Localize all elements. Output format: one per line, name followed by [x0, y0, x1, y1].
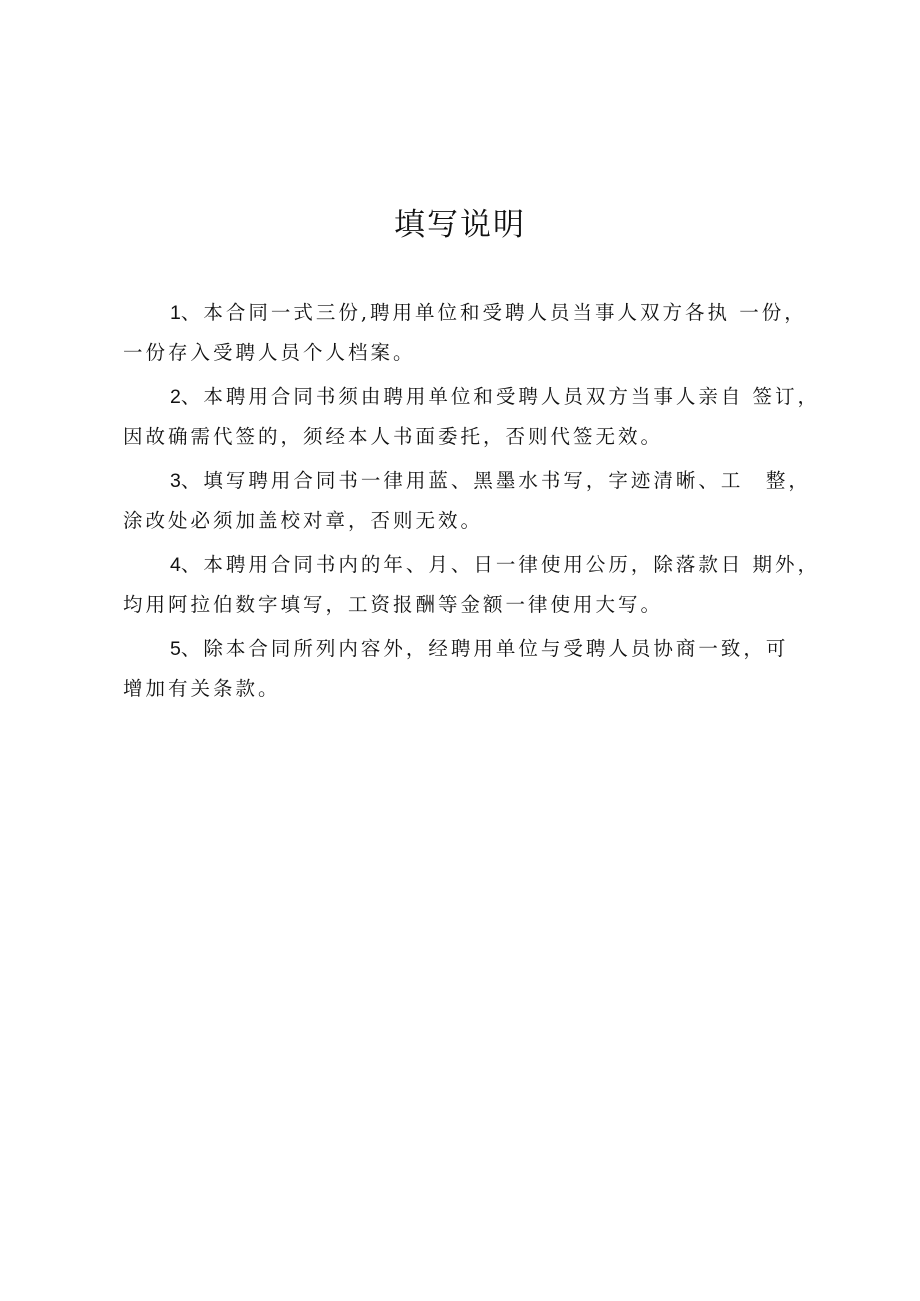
item-number: 5	[170, 638, 181, 660]
instruction-item-1	[123, 293, 813, 373]
instruction-line	[123, 293, 813, 333]
instruction-line-continuation: 增加有关条款。	[123, 677, 281, 700]
instruction-item-2	[123, 377, 821, 457]
item-number: 4	[170, 554, 181, 576]
instruction-line-continuation: 均用阿拉伯数字填写，工资报酬等金额一律使用大写。	[123, 593, 664, 616]
item-number: 3	[170, 470, 181, 492]
instruction-list	[123, 293, 821, 713]
item-text: 、填写聘用合同书一律用蓝、黑墨水书写，字迹清晰、工 整，	[180, 469, 811, 492]
item-text: 、除本合同所列内容外，经聘用单位与受聘人员协商一致，可	[180, 637, 789, 660]
instruction-item-5	[123, 629, 813, 709]
instruction-line	[123, 629, 813, 669]
page-title: 填写说明	[394, 207, 526, 243]
item-number: 1	[170, 302, 181, 324]
item-text: 、本合同一式三份,聘用单位和受聘人员当事人双方各执 一份，	[180, 301, 807, 324]
instruction-line	[123, 461, 813, 501]
instruction-line-continuation: 涂改处必须加盖校对章，否则无效。	[123, 509, 484, 532]
item-text: 、本聘用合同书须由聘用单位和受聘人员双方当事人亲自 签订，	[180, 385, 821, 408]
instruction-item-3	[123, 461, 813, 541]
instruction-line-continuation: 一份存入受聘人员个人档案。	[123, 341, 416, 364]
item-text: 、本聘用合同书内的年、月、日一律使用公历，除落款日 期外，	[180, 553, 821, 576]
instruction-item-4	[123, 545, 821, 625]
instruction-line	[123, 377, 821, 417]
instruction-line-continuation: 因故确需代签的，须经本人书面委托，否则代签无效。	[123, 425, 664, 448]
item-number: 2	[170, 386, 181, 408]
instruction-line	[123, 545, 821, 585]
